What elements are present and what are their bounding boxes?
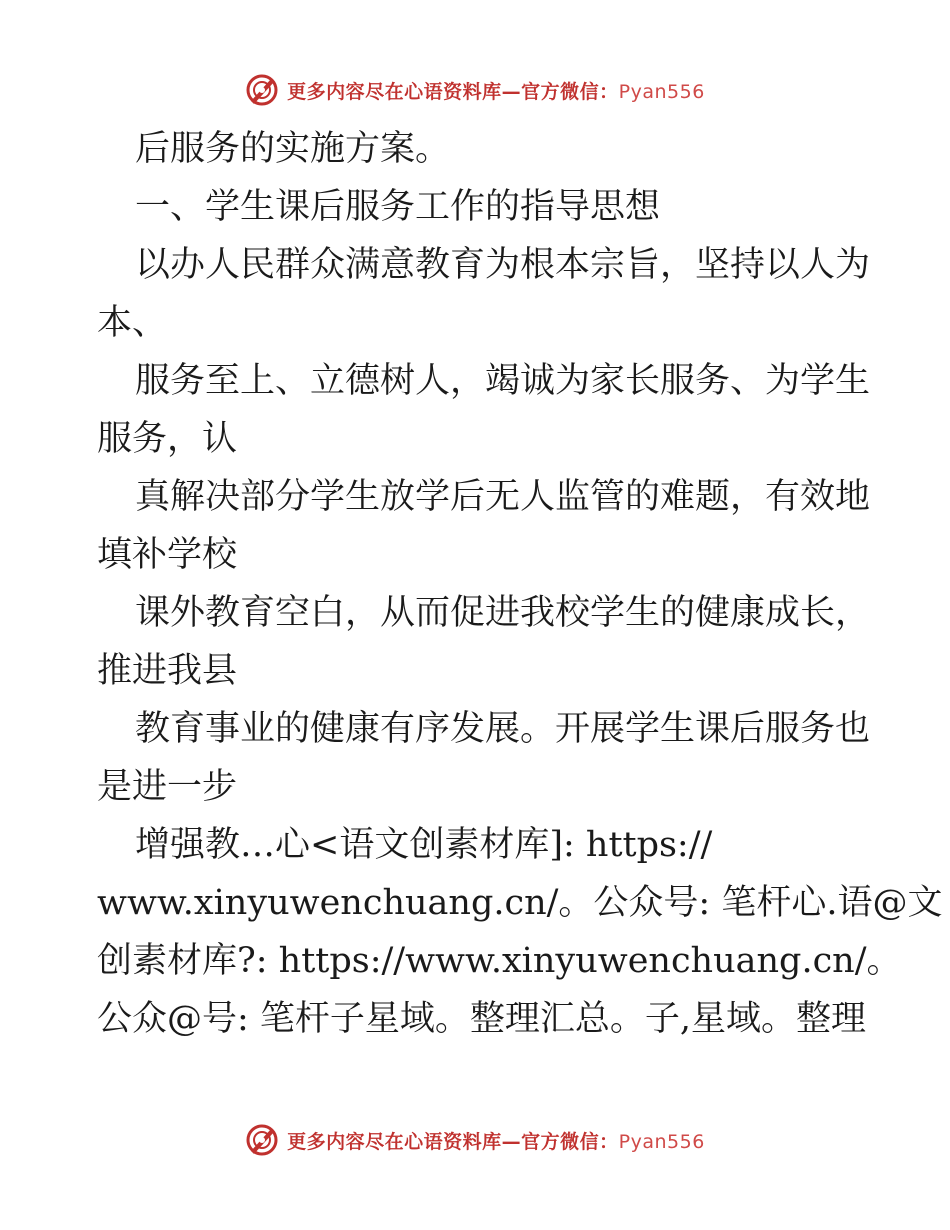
body-line: 增强教…心<语文创素材库]: https:// [135,825,713,865]
header-brand-text: 更多内容尽在心语资料库—官方微信： [287,80,619,103]
pen-logo-icon [245,73,279,107]
body-line: 推进我县 [97,651,238,691]
body-line: www.xinyuwenchuang.cn/。公众号: 笔杆心.语@文 [97,883,943,923]
body-line: 填补学校 [97,535,238,575]
footer-text [287,1127,705,1154]
body-line: 服务，认 [97,419,238,459]
body-line: 本、 [97,303,168,343]
document-body [97,120,943,1048]
footer-contact: Pyan556 [618,1130,705,1153]
body-line: 课外教育空白，从而促进我校学生的健康成长， [135,593,871,633]
body-line: 服务至上、立德树人，竭诚为家长服务、为学生 [135,361,871,401]
body-line: 公众@号: 笔杆子星域。整理汇总。子,星域。整理 [97,999,867,1039]
section-heading: 一、学生课后服务工作的指导思想 [135,187,661,227]
body-line: 真解决部分学生放学后无人监管的难题，有效地 [135,477,871,517]
body-line: 后服务的实施方案。 [135,129,451,169]
header-banner [0,70,950,110]
body-line: 创素材库?: https://www.xinyuwenchuang.cn/。 [97,941,902,981]
pen-logo-icon [245,1123,279,1157]
body-line: 以办人民群众满意教育为根本宗旨，坚持以人为 [135,245,871,285]
header-contact: Pyan556 [618,80,705,103]
body-line: 是进一步 [97,767,238,807]
footer-banner [0,1120,950,1160]
body-line: 教育事业的健康有序发展。开展学生课后服务也 [135,709,871,749]
footer-brand-text: 更多内容尽在心语资料库—官方微信： [287,1130,619,1153]
header-text [287,77,705,104]
